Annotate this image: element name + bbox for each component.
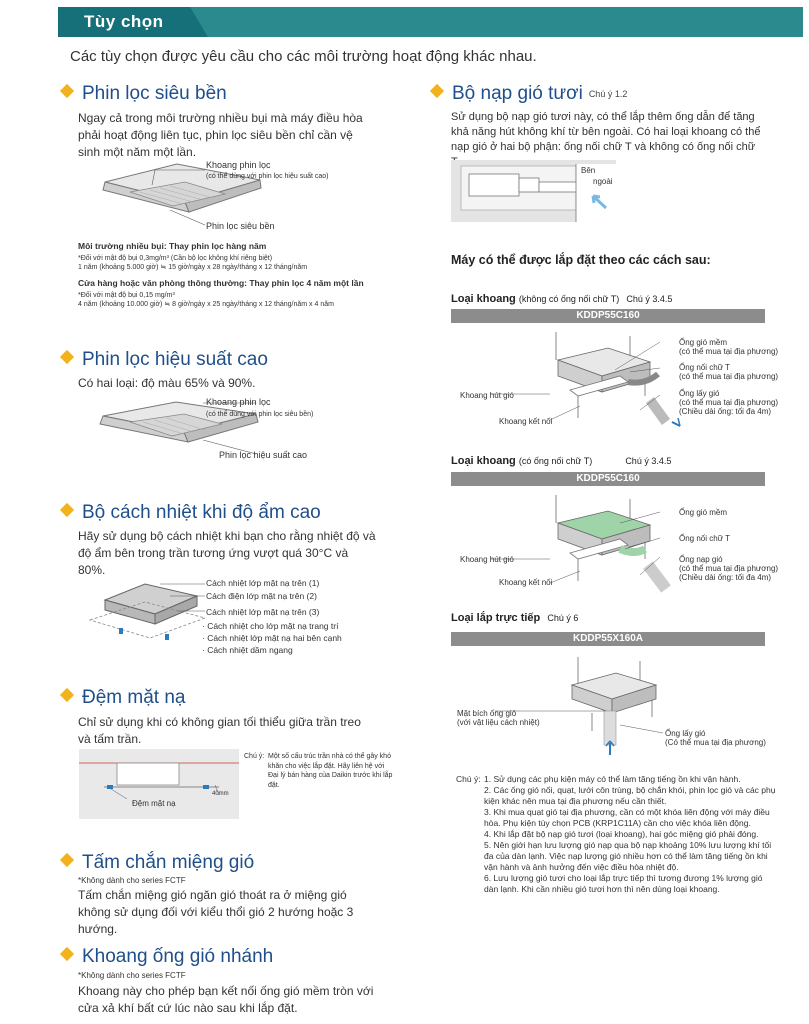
filter-high-body: Có hai loại: độ màu 65% và 90%.: [78, 376, 256, 390]
diamond-bullet-icon: [430, 84, 444, 98]
filter-high-label-chamber-note: (có thể dùng với phin lọc siêu bền): [206, 411, 314, 418]
filter-high-label-chamber: Khoang phin lọc: [206, 397, 271, 407]
note-item: 6. Lưu lượng gió tươi cho loại lắp trực tiếp thì tương đương 1% lượng gió dàn lạnh. Khi cần nhiều gió tươi hơn thì nên dùng loại khoang.: [484, 873, 763, 894]
dusty-line-2: 1 năm (khoảng 5.000 giờ) ≒ 15 giờ/ngày x 28 ngày/tháng x 12 tháng/năm: [78, 264, 308, 271]
insulation-label-6: · Cách nhiệt dầm ngang: [202, 645, 293, 655]
page-title: Tùy chọn: [84, 12, 164, 31]
filter-long-body: Ngay cả trong môi trường nhiều bụi mà máy điều hòa phải hoạt động liên tục, phin lọc siêu bền chỉ cần vệ sinh một năm một lần.: [78, 111, 363, 159]
diamond-bullet-icon: [60, 503, 74, 517]
section-title-filter-long: Phin lọc siêu bền: [62, 83, 227, 105]
section-title-filter-high: Phin lọc hiệu suất cao: [62, 349, 268, 371]
note-item: 2. Các ống gió nối, quạt, lưới côn trùng, bộ chắn khói, phin lọc gió và các phụ kiện khác nên mua tại địa phương nếu cần thiết.: [484, 785, 776, 806]
type3-label-intake-duct: Ống lấy gió: [665, 729, 706, 738]
type2-label-supply-length: (Chiều dài ống: tối đa 4m): [679, 573, 772, 582]
dusty-title: Môi trường nhiều bụi: Thay phin lọc hàng năm: [78, 241, 267, 251]
office-line-2: 4 năm (khoảng 10.000 giờ) ≒ 8 giờ/ngày x 25 ngày/tháng x 12 tháng/năm x 4 năm: [78, 301, 334, 308]
note-item: 3. Khi mua quạt gió tại địa phương, cần có một khóa liên động với máy điều hòa. Phụ kiện tùy chọn PCB (KRP1C11A) cần cho việc khóa liên động.: [484, 807, 770, 828]
office-line-1: *Đối với mật độ bụi 0,15 mg/m³: [78, 292, 175, 299]
note-item: 5. Nên giới hạn lưu lượng gió nạp qua bộ nạp khoảng 10% lưu lượng khí tối đa của dàn lạnh. Việc nạp lượng gió nhiều hơn có thể làm tăng tiếng ồn khi vận hành và ảnh hưởng đến việc điều hòa nhiệt độ.: [484, 840, 772, 872]
type1-label-flex-duct: Ống gió mềm: [679, 338, 728, 347]
type2-model-bar: KDDP55C160: [451, 472, 765, 486]
diamond-bullet-icon: [60, 853, 74, 867]
fresh-air-label-outside-1: Bên: [581, 166, 596, 175]
type3-model-bar: KDDP55X160A: [451, 632, 765, 646]
spacer-note: Một số cấu trúc trần nhà có thể gây khó khăn cho việc lắp đặt. Hãy liên hệ với Đại lý bán hàng của Daikin trước khi lắp đặt.: [268, 753, 393, 789]
type2-label-supply-duct: Ống nạp gió: [679, 555, 723, 564]
notes-block: [456, 774, 776, 895]
type2-label-connect-chamber: Khoang kết nối: [499, 578, 553, 587]
diamond-bullet-icon: [60, 947, 74, 961]
diamond-bullet-icon: [60, 350, 74, 364]
branch-duct-note: *Không dành cho series FCTF: [78, 971, 186, 980]
filter-long-leader-lines: [150, 165, 210, 230]
spacer-dim: 40mm: [212, 791, 229, 797]
type1-heading: Loại khoang (không có ống nối chữ T) Chú ý 3.4.5: [451, 293, 673, 305]
page-subtitle: Các tùy chọn được yêu cầu cho các môi trường hoạt động khác nhau.: [70, 48, 537, 65]
type3-label-flange-note: (với vật liệu cách nhiệt): [457, 718, 540, 727]
note-item: 4. Khi lắp đặt bộ nạp gió tươi (loại khoang), hai góc miệng gió phải đóng.: [484, 829, 759, 839]
filter-long-label-chamber: Khoang phin lọc: [206, 160, 271, 170]
section-title-fresh-air: Bộ nạp gió tươi Chú ý 1.2: [432, 83, 627, 105]
dusty-line-1: *Đối với mật độ bụi 0,3mg/m³ (Cần bộ lọc không khí riêng biệt): [78, 255, 273, 262]
blocker-note: *Không dành cho series FCTF: [78, 876, 186, 885]
section-title-insulation: Bộ cách nhiệt khi độ ẩm cao: [62, 502, 321, 524]
branch-duct-body: Khoang này cho phép bạn kết nối ống gió mềm tròn với cửa xả khí bất cứ lúc nào sau khi lắp đặt.: [78, 984, 374, 1015]
office-title: Cửa hàng hoặc văn phòng thông thường: Thay phin lọc 4 năm một lần: [78, 278, 364, 288]
type3-label-flange: Mặt bích ống gió: [457, 709, 517, 718]
notes-list: [456, 774, 776, 895]
type1-label-t-joint-note: (có thể mua tại địa phương): [679, 372, 779, 381]
filter-high-label-filter: Phin lọc hiệu suất cao: [219, 450, 308, 460]
insulation-label-5: · Cách nhiệt lớp mặt nạ hai bên cạnh: [202, 633, 342, 643]
section-title-branch-duct: Khoang ống gió nhánh: [62, 946, 273, 968]
filter-long-label-filter: Phin lọc siêu bền: [206, 221, 275, 231]
type1-label-flex-duct-note: (có thể mua tại địa phương): [679, 347, 779, 356]
diamond-bullet-icon: [60, 688, 74, 702]
fresh-air-label-outside-2: ngoài: [593, 177, 613, 186]
install-heading: Máy có thể được lắp đặt theo các cách sau:: [451, 253, 711, 267]
filter-high-illustration: [88, 398, 268, 458]
section-title-spacer: Đệm mặt nạ: [62, 687, 185, 709]
insulation-label-1: Cách nhiệt lớp mặt nạ trên (1): [206, 578, 320, 588]
spacer-label: Đệm mặt nạ: [132, 799, 176, 808]
type2-label-supply-note: (có thể mua tại địa phương): [679, 564, 779, 573]
type1-model-bar: KDDP55C160: [451, 309, 765, 323]
spacer-note-label: Chú ý:: [244, 753, 265, 760]
type2-label-t-joint: Ống nối chữ T: [679, 534, 731, 543]
insulation-label-4: · Cách nhiệt cho lớp mặt nạ trang trí: [202, 621, 339, 631]
fresh-air-body: Sử dụng bộ nạp gió tươi này, có thể lắp thêm ống dẫn để tăng khả năng hút không khí từ bên ngoài. Có hai loại khoang có thể nạp gió ở hai bộ phận: ống nối chữ T và không có ống nối chữ: [451, 111, 761, 153]
type3-heading: Loại lắp trực tiếp Chú ý 6: [451, 612, 579, 624]
type1-label-t-joint: Ống nối chữ T: [679, 363, 731, 372]
spacer-illustration: [79, 749, 239, 819]
type3-label-intake-note: (Có thể mua tại địa phương): [665, 738, 766, 747]
notes-label: Chú ý:: [456, 774, 481, 784]
filter-long-label-chamber-note: (có thể dùng với phin lọc hiệu suất cao): [206, 173, 329, 180]
type2-label-intake-chamber: Khoang hút gió: [460, 555, 514, 564]
type2-heading: Loại khoang (có ống nối chữ T) Chú ý 3.4.5: [451, 455, 672, 467]
type1-label-intake-length: (Chiều dài ống: tối đa 4m): [679, 407, 772, 416]
type1-label-connect-chamber: Khoang kết nối: [499, 417, 553, 426]
spacer-body: Chỉ sử dụng khi có không gian tối thiểu giữa trần treo và tấm trần.: [78, 715, 361, 746]
insulation-label-2: Cách điện lớp mặt nạ trên (2): [206, 591, 317, 601]
type2-label-flex-duct: Ống gió mềm: [679, 508, 728, 517]
section-title-blocker: Tấm chắn miệng gió: [62, 852, 254, 874]
note-item: 1. Sử dụng các phụ kiện máy có thể làm tăng tiếng ồn khi vận hành.: [484, 774, 741, 784]
insulation-label-3: Cách nhiệt lớp mặt nạ trên (3): [206, 607, 320, 617]
insulation-body: Hãy sử dụng bộ cách nhiệt khi bạn cho rằng nhiệt độ và độ ẩm bên trong trần tương ứng vượt quá 30°C và 80%.: [78, 529, 376, 577]
type1-label-intake-duct: Ống lấy gió: [679, 389, 720, 398]
insulation-leader-lines: [150, 578, 210, 648]
diamond-bullet-icon: [60, 84, 74, 98]
type1-leader-lines: [490, 340, 665, 425]
blocker-body: Tấm chắn miệng gió ngăn gió thoát ra ở miệng gió không sử dụng đối với kiểu thổi gió 2 hướng hoặc 3 hướng.: [78, 888, 354, 936]
type1-label-intake-chamber: Khoang hút gió: [460, 391, 514, 400]
type1-label-intake-note: (có thể mua tại địa phương): [679, 398, 779, 407]
